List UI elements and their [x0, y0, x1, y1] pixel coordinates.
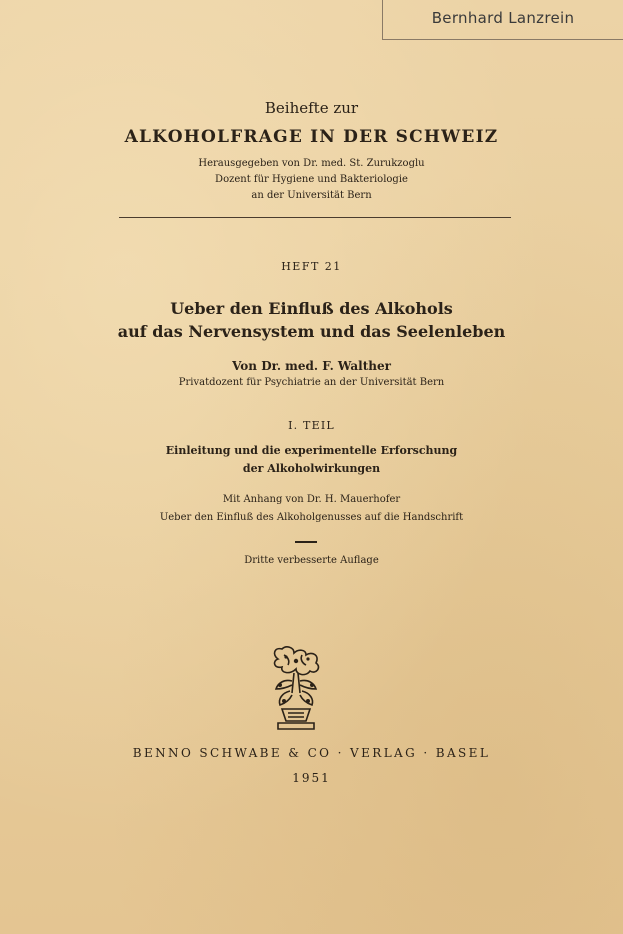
series-title: Beihefte zur — [264, 99, 359, 117]
part-label: I. TEIL — [288, 419, 335, 432]
divider-rule — [119, 217, 511, 218]
publisher-imprint: BENNO SCHWABE & CO · VERLAG · BASEL — [132, 746, 491, 760]
editor-role: Dozent für Hygiene und Bakteriologie — [215, 174, 408, 185]
work-title-line-1: Ueber den Einfluß des Alkohols — [170, 299, 453, 318]
publisher-emblem-icon — [266, 645, 326, 731]
work-title-line-2: auf das Nervensystem und das Seelenleben — [117, 322, 506, 341]
subtitle-line-2: der Alkoholwirkungen — [242, 462, 381, 475]
subtitle-line-1: Einleitung und die experimentelle Erforschung — [165, 444, 458, 457]
short-divider — [295, 541, 317, 543]
series-main-title: ALKOHOLFRAGE IN DER SCHWEIZ — [124, 127, 499, 147]
issue-label: HEFT 21 — [281, 260, 342, 273]
editor-institution: an der Universität Bern — [251, 190, 372, 201]
author-role: Privatdozent für Psychiatrie an der Universität Bern — [178, 377, 445, 388]
author: Von Dr. med. F. Walther — [232, 359, 391, 373]
owner-stamp — [382, 0, 623, 40]
series-editor: Herausgegeben von Dr. med. St. Zurukzoglu — [198, 158, 425, 169]
publication-year: 1951 — [292, 771, 331, 785]
appendix-line-1: Mit Anhang von Dr. H. Mauerhofer — [222, 494, 401, 505]
appendix-line-2: Ueber den Einfluß des Alkoholgenusses auf die Handschrift — [159, 512, 464, 523]
edition-note: Dritte verbesserte Auflage — [244, 555, 379, 566]
owner-name: Bernhard Lanzrein — [431, 9, 575, 27]
